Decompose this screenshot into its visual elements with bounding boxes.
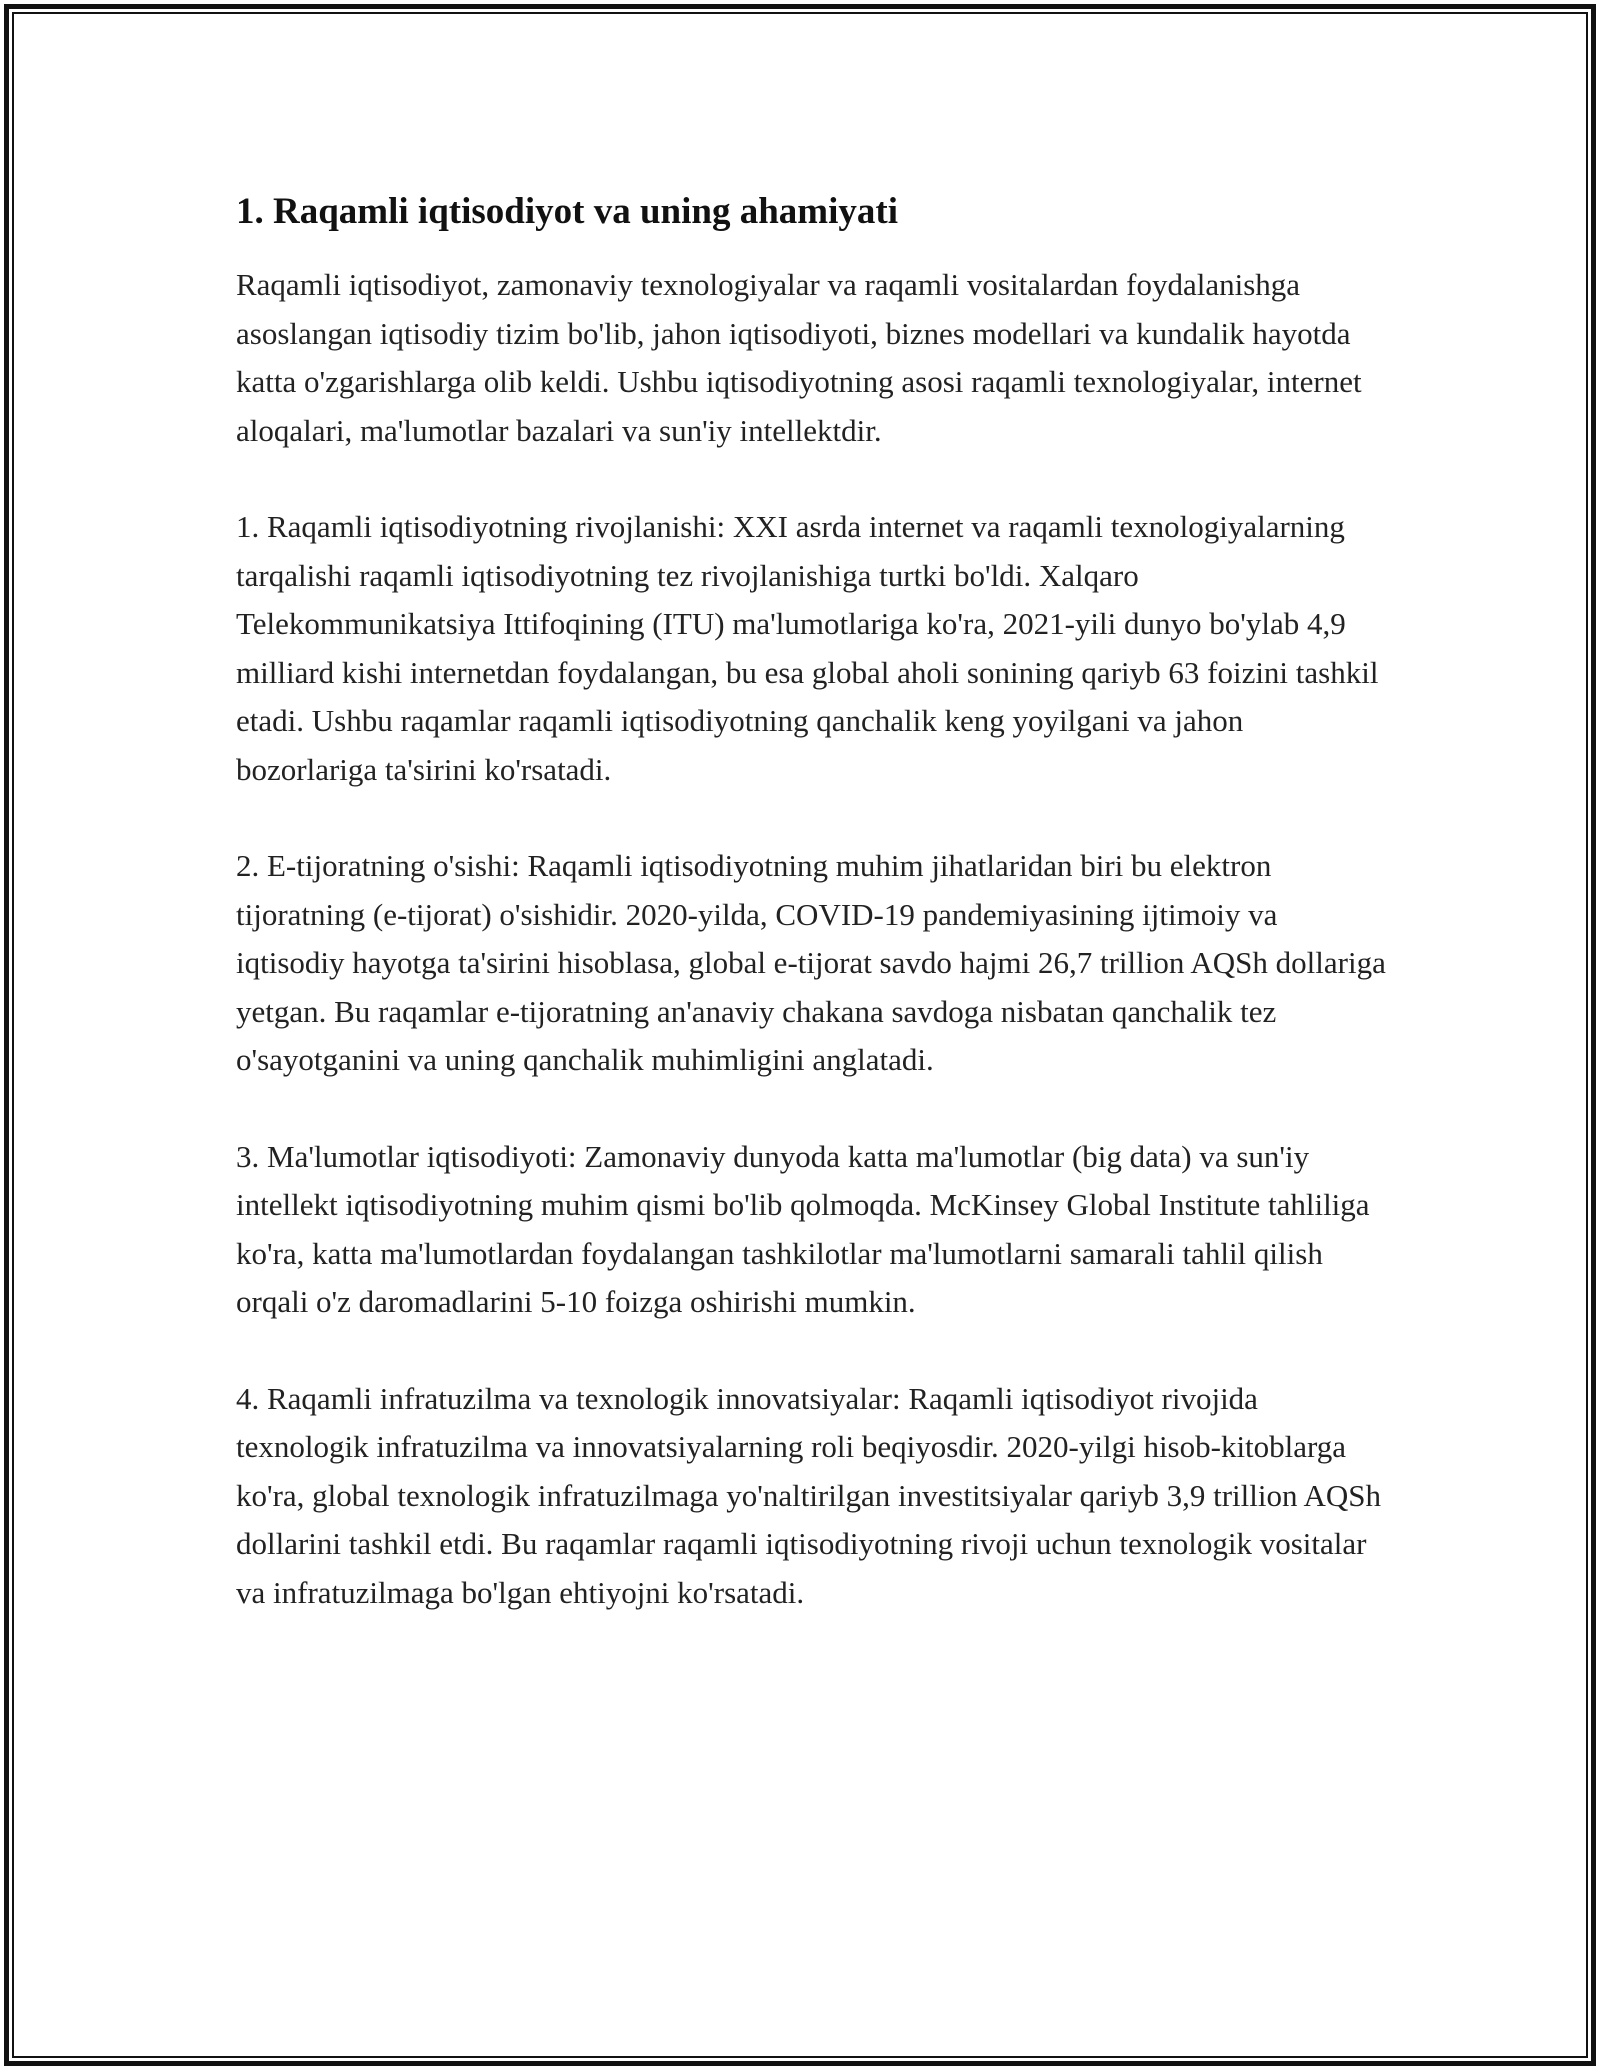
document-title: 1. Raqamli iqtisodiyot va uning ahamiyati	[236, 191, 899, 232]
intro-paragraph: Raqamli iqtisodiyot, zamonaviy texnologiyalar va raqamli vositalardan foydalanishga asoslangan iqtisodiy tizim bo'lib, jahon iqtisodiyoti, biznes modellari va kundalik hayotda katta o'zgarishlarga olib keldi. Ushbu iqtisodiyotning asosi raqamli texnologiyalar, internet aloqalari, ma'lumotlar bazalari va sun'iy intellektdir.	[236, 267, 1362, 448]
paragraph-digital-infrastructure: 4. Raqamli infratuzilma va texnologik innovatsiyalar: Raqamli iqtisodiyot rivojida texnologik infratuzilma va innovatsiyalarning roli beqiyosdir. 2020-yilgi hisob-kitoblarga ko'ra, global texnologik infratuzilmaga yo'naltirilgan investitsiyalar qariyb 3,9 trillion AQSh dollarini tashkil etdi. Bu raqamlar raqamli iqtisodiyotning rivoji uchun texnologik vositalar va infratuzilmaga bo'lgan ehtiyojni ko'rsatadi.	[236, 1380, 1382, 1610]
document-body	[236, 183, 1386, 1665]
paragraph-data-economy: 3. Ma'lumotlar iqtisodiyoti: Zamonaviy dunyoda katta ma'lumotlar (big data) va sun'iy intellekt iqtisodiyotning muhim qismi bo'lib qolmoqda. McKinsey Global Institute tahliliga ko'ra, katta ma'lumotlardan foydalangan tashkilotlar ma'lumotlarni samarali tahlil qilish orqali o'z daromadlarini 5-10 foizga oshirishi mumkin.	[236, 1138, 1370, 1319]
paragraph-e-commerce-growth: 2. E-tijoratning o'sishi: Raqamli iqtisodiyotning muhim jihatlaridan biri bu elektron tijoratning (e-tijorat) o'sishidir. 2020-yilda, COVID-19 pandemiyasining ijtimoiy va iqtisodiy hayotga ta'sirini hisoblasa, global e-tijorat savdo hajmi 26,7 trillion AQSh dollariga yetgan. Bu raqamlar e-tijoratning an'anaviy chakana savdoga nisbatan qanchalik tez o'sayotganini va uning qanchalik muhimligini anglatadi.	[236, 848, 1386, 1077]
paragraph-digital-economy-development: 1. Raqamli iqtisodiyotning rivojlanishi: XXI asrda internet va raqamli texnologiyalarning tarqalishi raqamli iqtisodiyotning tez rivojlanishiga turtki bo'ldi. Xalqaro Telekommunikatsiya Ittifoqining (ITU) ma'lumotlariga ko'ra, 2021-yili dunyo bo'ylab 4,9 milliard kishi internetdan foydalangan, bu esa global aholi sonining qariyb 63 foizini tashkil etadi. Ushbu raqamlar raqamli iqtisodiyotning qanchalik keng yoyilgani va jahon bozorlariga ta'sirini ko'rsatadi.	[236, 509, 1379, 787]
